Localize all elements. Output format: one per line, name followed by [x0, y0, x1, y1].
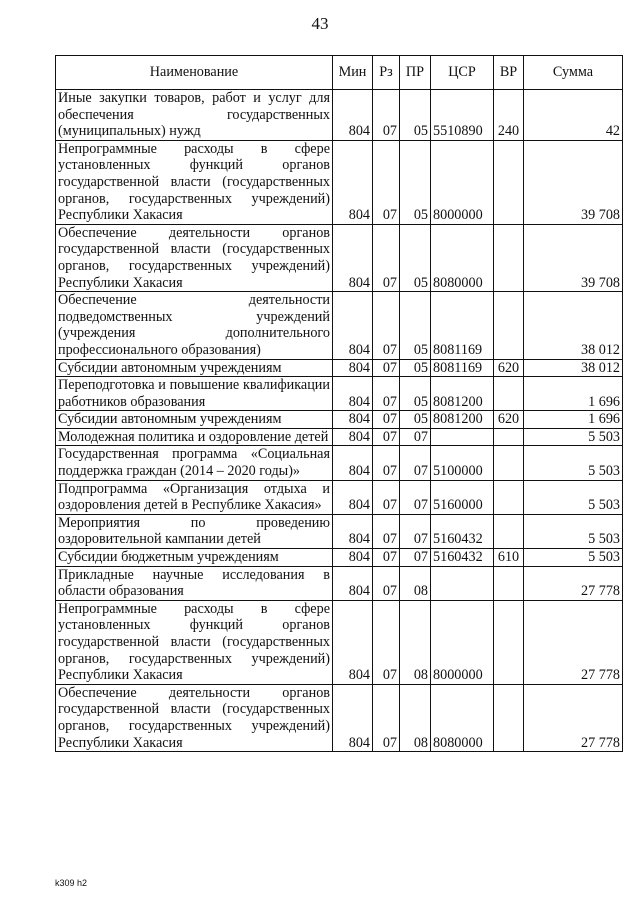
row-pr: 05 [400, 359, 431, 377]
row-rz: 07 [373, 224, 400, 291]
row-pr: 07 [400, 446, 431, 480]
table-row [56, 514, 623, 548]
table-row [56, 140, 623, 224]
row-csr: 8000000 [431, 140, 494, 224]
table-row [56, 292, 623, 359]
row-min: 804 [333, 566, 373, 600]
row-sum: 27 778 [524, 600, 623, 684]
table-row [56, 90, 623, 141]
row-vr [494, 480, 524, 514]
header-min: Мин [333, 56, 373, 90]
row-pr: 05 [400, 90, 431, 141]
row-name: Обеспечение деятельности органов государственной власти (государственных органов, государственных учреждений) Республики Хакасия [56, 224, 333, 291]
row-min: 804 [333, 359, 373, 377]
row-name: Непрограммные расходы в сфере установленных функций органов государственной власти (государственных органов, государственных учреждений) Республики Хакасия [56, 600, 333, 684]
row-sum: 5 503 [524, 480, 623, 514]
header-name: Наименование [56, 56, 333, 90]
table-row [56, 446, 623, 480]
row-csr: 5160432 [431, 514, 494, 548]
row-pr: 08 [400, 600, 431, 684]
row-pr: 05 [400, 140, 431, 224]
row-sum: 38 012 [524, 359, 623, 377]
row-rz: 07 [373, 566, 400, 600]
row-pr: 07 [400, 480, 431, 514]
row-rz: 07 [373, 377, 400, 411]
row-pr: 05 [400, 292, 431, 359]
row-rz: 07 [373, 446, 400, 480]
table-row [56, 377, 623, 411]
row-sum: 1 696 [524, 411, 623, 429]
row-csr [431, 566, 494, 600]
budget-table [55, 55, 623, 752]
footer-code: k309 h2 [55, 878, 88, 888]
row-pr: 05 [400, 224, 431, 291]
row-min: 804 [333, 224, 373, 291]
row-vr [494, 224, 524, 291]
row-name: Субсидии бюджетным учреждениям [56, 549, 333, 567]
row-min: 804 [333, 600, 373, 684]
header-vr: ВР [494, 56, 524, 90]
row-csr: 8081200 [431, 377, 494, 411]
row-name: Субсидии автономным учреждениям [56, 359, 333, 377]
table-row [56, 224, 623, 291]
row-sum: 1 696 [524, 377, 623, 411]
row-name: Мероприятия по проведению оздоровительной кампании детей [56, 514, 333, 548]
row-name: Молодежная политика и оздоровление детей [56, 428, 333, 446]
row-vr [494, 446, 524, 480]
row-name: Переподготовка и повышение квалификации работников образования [56, 377, 333, 411]
row-csr: 5100000 [431, 446, 494, 480]
row-csr: 5160432 [431, 549, 494, 567]
row-sum: 38 012 [524, 292, 623, 359]
row-name: Обеспечение деятельности органов государственной власти (государственных органов, государственных учреждений) Республики Хакасия [56, 684, 333, 751]
row-csr: 8080000 [431, 684, 494, 751]
row-min: 804 [333, 411, 373, 429]
row-sum: 5 503 [524, 446, 623, 480]
row-vr: 620 [494, 411, 524, 429]
row-vr: 620 [494, 359, 524, 377]
row-sum: 27 778 [524, 684, 623, 751]
row-name: Прикладные научные исследования в области образования [56, 566, 333, 600]
row-vr [494, 600, 524, 684]
row-name: Непрограммные расходы в сфере установленных функций органов государственной власти (государственных органов, государственных учреждений) Республики Хакасия [56, 140, 333, 224]
row-min: 804 [333, 140, 373, 224]
row-rz: 07 [373, 292, 400, 359]
row-rz: 07 [373, 600, 400, 684]
row-vr [494, 377, 524, 411]
header-rz: Рз [373, 56, 400, 90]
row-pr: 07 [400, 428, 431, 446]
row-csr: 8080000 [431, 224, 494, 291]
row-csr: 8081200 [431, 411, 494, 429]
row-name: Субсидии автономным учреждениям [56, 411, 333, 429]
row-min: 804 [333, 292, 373, 359]
row-rz: 07 [373, 359, 400, 377]
row-pr: 07 [400, 549, 431, 567]
row-name: Подпрограмма «Организация отдыха и оздоровления детей в Республике Хакасия» [56, 480, 333, 514]
row-min: 804 [333, 684, 373, 751]
row-sum: 39 708 [524, 140, 623, 224]
row-csr: 8000000 [431, 600, 494, 684]
header-csr: ЦСР [431, 56, 494, 90]
row-pr: 08 [400, 566, 431, 600]
row-sum: 39 708 [524, 224, 623, 291]
row-vr [494, 428, 524, 446]
table-row [56, 600, 623, 684]
row-min: 804 [333, 90, 373, 141]
row-rz: 07 [373, 684, 400, 751]
row-vr [494, 140, 524, 224]
table-row [56, 684, 623, 751]
table-row [56, 411, 623, 429]
row-sum: 42 [524, 90, 623, 141]
row-rz: 07 [373, 411, 400, 429]
row-rz: 07 [373, 549, 400, 567]
row-vr: 240 [494, 90, 524, 141]
row-min: 804 [333, 480, 373, 514]
row-rz: 07 [373, 428, 400, 446]
row-name: Государственная программа «Социальная поддержка граждан (2014 – 2020 годы)» [56, 446, 333, 480]
row-csr: 5510890 [431, 90, 494, 141]
header-sum: Сумма [524, 56, 623, 90]
row-sum: 5 503 [524, 549, 623, 567]
row-min: 804 [333, 446, 373, 480]
table-row [56, 549, 623, 567]
row-min: 804 [333, 377, 373, 411]
row-vr: 610 [494, 549, 524, 567]
row-csr: 5160000 [431, 480, 494, 514]
row-pr: 08 [400, 684, 431, 751]
row-vr [494, 566, 524, 600]
row-sum: 5 503 [524, 428, 623, 446]
page-number: 43 [311, 14, 329, 33]
row-min: 804 [333, 514, 373, 548]
row-rz: 07 [373, 480, 400, 514]
table-header-row [56, 56, 623, 90]
row-pr: 07 [400, 514, 431, 548]
row-vr [494, 292, 524, 359]
row-sum: 5 503 [524, 514, 623, 548]
row-rz: 07 [373, 140, 400, 224]
row-vr [494, 514, 524, 548]
row-csr: 8081169 [431, 359, 494, 377]
table-row [56, 359, 623, 377]
row-rz: 07 [373, 90, 400, 141]
row-csr: 8081169 [431, 292, 494, 359]
row-csr [431, 428, 494, 446]
row-pr: 05 [400, 377, 431, 411]
header-pr: ПР [400, 56, 431, 90]
row-min: 804 [333, 428, 373, 446]
row-name: Обеспечение деятельности подведомственных учреждений (учреждения дополнительного профессионального образования) [56, 292, 333, 359]
row-pr: 05 [400, 411, 431, 429]
row-min: 804 [333, 549, 373, 567]
row-sum: 27 778 [524, 566, 623, 600]
table-row [56, 480, 623, 514]
table-row [56, 428, 623, 446]
table-row [56, 566, 623, 600]
row-vr [494, 684, 524, 751]
row-rz: 07 [373, 514, 400, 548]
row-name: Иные закупки товаров, работ и услуг для обеспечения государственных (муниципальных) нужд [56, 90, 333, 141]
